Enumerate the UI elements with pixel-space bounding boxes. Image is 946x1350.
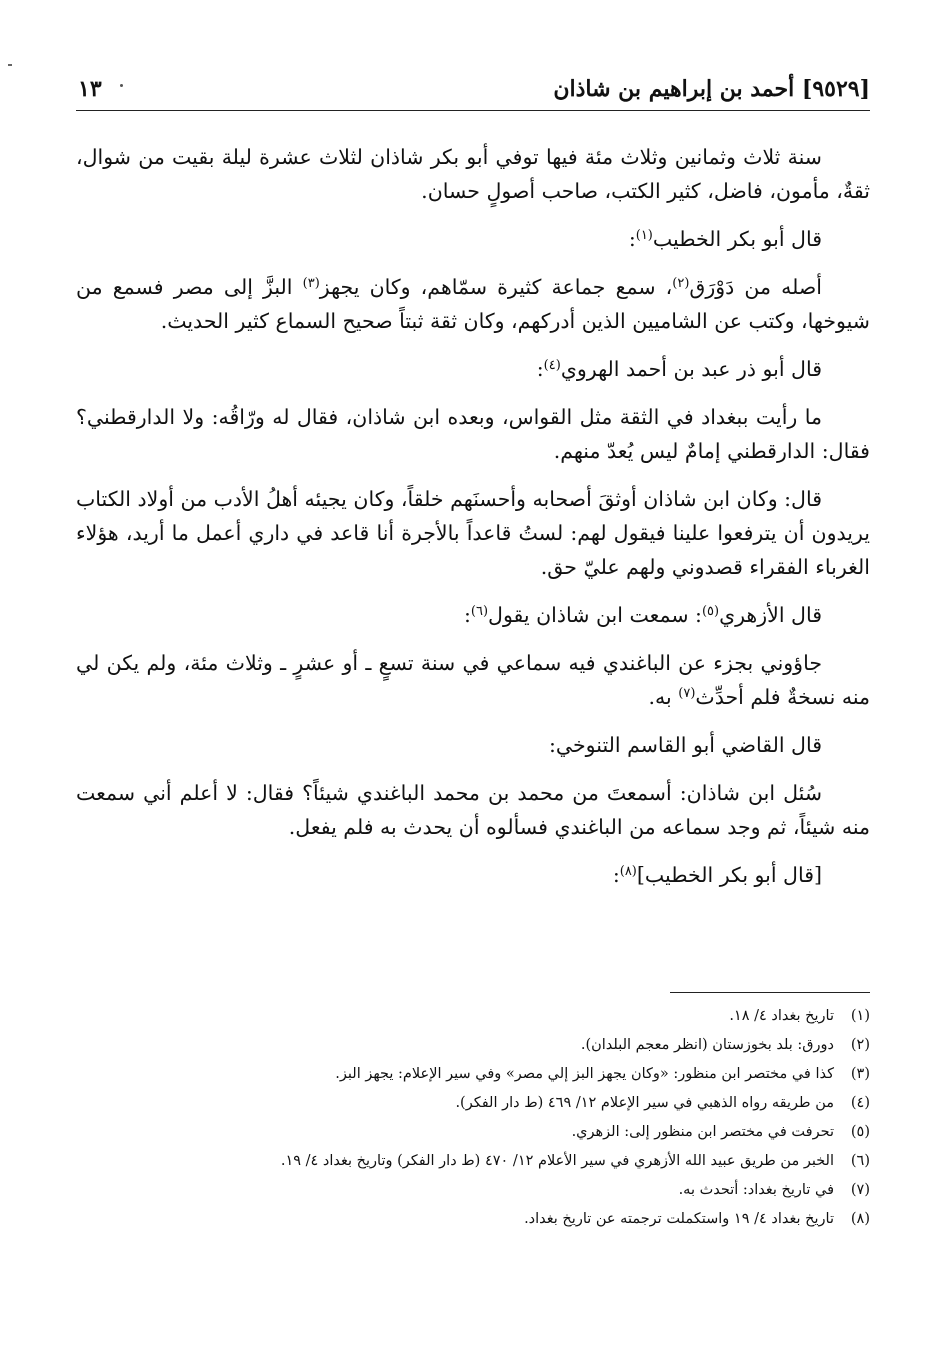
main-text: [76, 140, 870, 906]
p4-end: :: [536, 357, 544, 381]
paragraph-10: سُئل ابن شاذان: أسمعتَ من محمد بن محمد الباغندي شيئاً؟ فقال: لا أعلم أني سمعت منه شيئاً، ثم وجد سماعه من الباغندي فسألوه أن يحدث به فلم يفعل.: [76, 781, 870, 839]
footnote-number: (٥): [850, 1124, 870, 1140]
p4-text: قال أبو ذر عبد بن أحمد الهروي: [560, 357, 822, 381]
paragraph-9: قال القاضي أبو القاسم التنوخي:: [549, 733, 822, 757]
paragraph-3: [76, 270, 870, 338]
footnote-ref-2[interactable]: (٢): [672, 276, 690, 291]
footnote-6: [76, 1147, 870, 1176]
footnote-ref-8[interactable]: (٨): [619, 864, 637, 879]
footnote-ref-7[interactable]: (٧): [678, 686, 696, 701]
footnote-number: (٣): [850, 1066, 870, 1082]
p11-end: :: [612, 863, 620, 887]
p3-a: أصله من دَوْرَق: [689, 275, 822, 299]
footnote-text: دورق: بلد بخوزستان (انظر معجم البلدان).: [580, 1037, 834, 1053]
footnote-text: كذا في مختصر ابن منظور: «وكان يجهز البز إلي مصر» وفي سير الإعلام: يجهز البز.: [335, 1066, 834, 1082]
footnote-number: (٤): [850, 1095, 870, 1111]
paragraph-2: [76, 222, 870, 256]
paragraph-8: [76, 646, 870, 714]
footnote-text: في تاريخ بغداد: أتحدث به.: [678, 1182, 834, 1198]
footnote-2: [76, 1031, 870, 1060]
footnote-text: من طريقه رواه الذهبي في سير الإعلام ١٢/ ٤٦٩ (ط دار الفكر).: [455, 1095, 834, 1111]
footnote-ref-4[interactable]: (٤): [543, 358, 561, 373]
footnote-ref-5[interactable]: (٥): [701, 604, 720, 619]
p3-b: ، سمع جماعة كثيرة سمّاهم، وكان يجهز: [319, 275, 673, 299]
footnote-ref-1[interactable]: (١): [635, 228, 653, 243]
footnote-ref-3[interactable]: (٣): [302, 276, 320, 291]
p7-a: قال الأزهري: [719, 603, 822, 627]
footnote-3: [76, 1060, 870, 1089]
page-number: ١٣: [78, 76, 102, 102]
paragraph-4: [76, 352, 870, 386]
footnote-7: [76, 1176, 870, 1205]
page-header: [76, 70, 870, 111]
p2-end: :: [628, 227, 636, 251]
footnote-text: الخبر من طريق عبيد الله الأزهري في سير الأعلام ١٢/ ٤٧٠ (ط دار الفكر) وتاريخ بغداد ٤/ ١٩.: [280, 1153, 834, 1169]
footnote-8: [76, 1205, 870, 1234]
footnote-text: تاريخ بغداد ٤/ ١٨.: [729, 1008, 834, 1024]
footnote-number: (٧): [850, 1182, 870, 1198]
paragraph-1: سنة ثلاث وثمانين وثلاث مئة فيها توفي أبو بكر شاذان لثلاث عشرة ليلة بقيت من شوال، ثقةٌ، مأمون، فاضل، كثير الكتب، صاحب أصولٍ حسان.: [76, 145, 870, 203]
p7-end: :: [463, 603, 471, 627]
scan-mark: [8, 64, 12, 66]
p7-b: : سمعت ابن شاذان يقول: [488, 603, 702, 627]
footnote-number: (٨): [850, 1211, 870, 1227]
header-dot: [120, 84, 123, 87]
p8-b: به.: [648, 685, 679, 709]
footnote-4: [76, 1089, 870, 1118]
p2-text: قال أبو بكر الخطيب: [652, 227, 822, 251]
footnote-1: [76, 1002, 870, 1031]
p8-a: جاؤوني بجزء عن الباغندي فيه سماعي في سنة تسعٍ ـ أو عشرٍ ـ وثلاث مئة، ولم يكن لي منه نسخةٌ فلم أحدِّث: [76, 651, 870, 709]
paragraph-5: ما رأيت ببغداد في الثقة مثل القواس، وبعده ابن شاذان، فقال له ورّاقُه: ولا الدارقطني؟ فقال: الدارقطني إمامٌ ليس يُعدّ منهم.: [76, 405, 870, 463]
paragraph-7: [76, 598, 870, 632]
footnote-ref-6[interactable]: (٦): [470, 604, 489, 619]
footnote-separator: [670, 992, 870, 993]
paragraph-6: قال: وكان ابن شاذان أوثقَ أصحابه وأحسنَهم خلقاً، وكان يجيئه أهلُ الأدب من أولاد الكتاب يريدون أن يترفعوا علينا فيقول لهم: لستُ قاعداً بالأجرة أنا قاعد في داري أعمل ما أريد، هؤلاء الغرباء الفقراء قصدوني ولهم عليّ حق.: [76, 487, 870, 579]
footnote-5: [76, 1118, 870, 1147]
running-title: [٩٥٢٩] أحمد بن إبراهيم بن شاذان: [553, 76, 870, 102]
footnote-text: تاريخ بغداد ٤/ ١٩ واستكملت ترجمته عن تاريخ بغداد.: [524, 1211, 834, 1227]
paragraph-11: [76, 858, 870, 892]
footnotes: [76, 1002, 870, 1234]
footnote-number: (١): [850, 1008, 870, 1024]
footnote-number: (٢): [850, 1037, 870, 1053]
p3-c: البزَّ إلى مصر فسمع من شيوخها، وكتب عن الشاميين الذين أدركهم، وكان ثقة ثبتاً صحيح السماع كثير الحديث.: [76, 275, 870, 333]
footnote-number: (٦): [850, 1153, 870, 1169]
footnote-text: تحرفت في مختصر ابن منظور إلى: الزهري.: [571, 1124, 834, 1140]
p11-text: [قال أبو بكر الخطيب]: [636, 863, 822, 887]
